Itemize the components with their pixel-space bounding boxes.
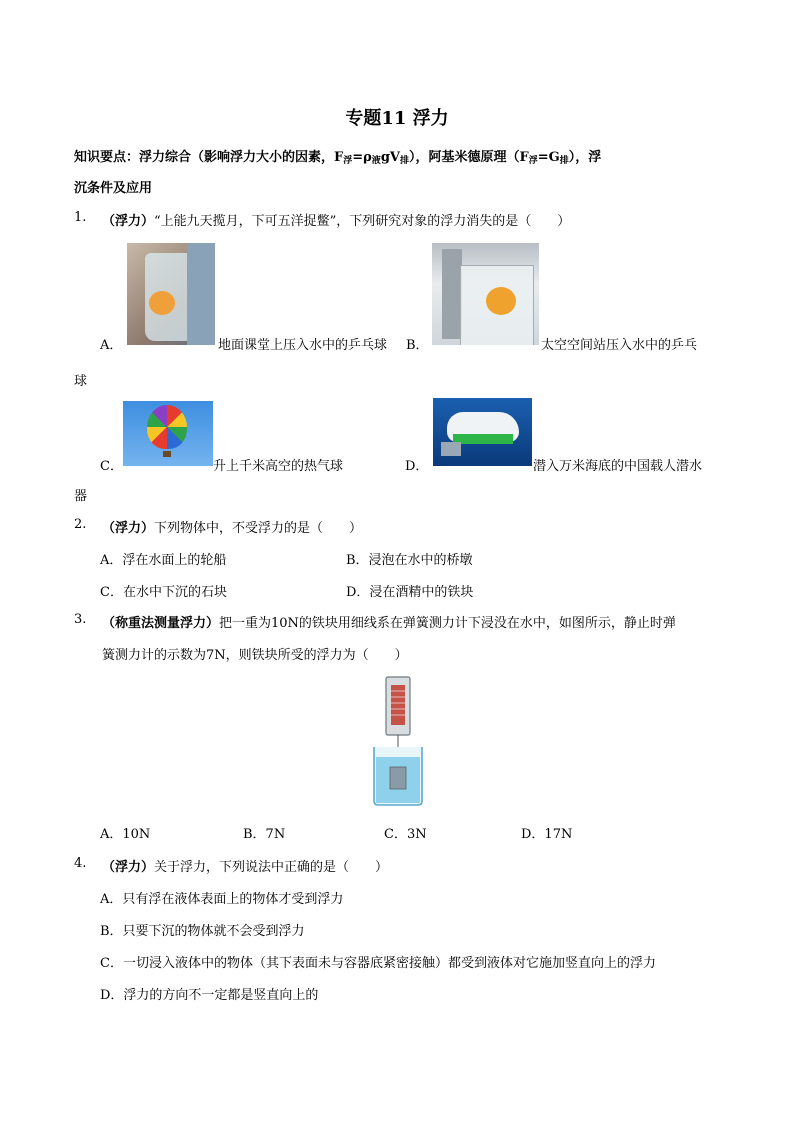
q2-option-a: A．浮在水面上的轮船	[100, 553, 227, 568]
q1-option-b-wrap: 球	[74, 374, 88, 389]
knowledge-summary-line2: 沉条件及应用	[74, 181, 153, 196]
submersible-image	[433, 398, 532, 466]
q4-stem-text: 关于浮力，下列说法中正确的是（ ）	[154, 860, 389, 875]
q1-option-a-text: 地面课堂上压入水中的乒乓球	[218, 338, 388, 353]
q2-option-c: C．在水中下沉的石块	[100, 585, 227, 600]
q1-option-d-label: D．	[405, 459, 429, 474]
pingpong-space-image	[432, 243, 539, 345]
summary-text: 知识要点：浮力综合（影响浮力大小的因素，F	[74, 150, 344, 165]
spring-scale-figure	[370, 675, 426, 807]
summary-sub: 排	[400, 156, 410, 166]
q1-number: 1.	[74, 210, 87, 225]
q3-stem-line1	[102, 612, 676, 631]
q4-option-b: B．只要下沉的物体就不会受到浮力	[100, 924, 305, 939]
q1-tag: （浮力）	[102, 214, 155, 229]
q3-tag: （称重法测量浮力）	[102, 616, 220, 631]
pingpong-ground-image	[127, 243, 215, 345]
q2-option-d: D．浸在酒精中的铁块	[346, 585, 474, 600]
q2-option-b: B．浸泡在水中的桥墩	[346, 553, 473, 568]
summary-sub: 液	[371, 156, 381, 166]
q3-option-d: D．17N	[521, 827, 573, 842]
summary-text: gV	[380, 150, 400, 165]
summary-sub: 排	[559, 156, 569, 166]
q1-stem	[102, 210, 570, 229]
q3-option-b: B．7N	[243, 827, 286, 842]
hot-air-balloon-image	[123, 401, 213, 466]
q2-tag: （浮力）	[102, 521, 155, 536]
page-title: 专题11 浮力	[345, 108, 449, 129]
q4-option-d: D．浮力的方向不一定都是竖直向上的	[100, 988, 319, 1003]
q4-option-a: A．只有浮在液体表面上的物体才受到浮力	[100, 892, 344, 907]
q1-option-d-text: 潜入万米海底的中国载人潜水	[533, 459, 703, 474]
q1-option-c-text: 升上千米高空的热气球	[213, 459, 344, 474]
q1-option-c-label: C．	[100, 459, 123, 474]
q1-option-a-label: A．	[100, 338, 123, 353]
q2-number: 2.	[74, 517, 87, 532]
q3-option-c: C．3N	[384, 827, 427, 842]
q4-number: 4.	[74, 856, 87, 871]
summary-text: ），浮	[568, 150, 602, 165]
q1-option-d-wrap: 器	[74, 489, 88, 504]
q3-stem-line2: 簧测力计的示数为7N，则铁块所受的浮力为（ ）	[102, 648, 408, 663]
q4-option-c: C．一切浸入液体中的物体（其下表面未与容器底紧密接触）都受到液体对它施加竖直向上的浮力	[100, 956, 656, 971]
q3-option-a: A．10N	[100, 827, 151, 842]
q1-stem-text: “上能九天揽月，下可五洋捉鳖”，下列研究对象的浮力消失的是（ ）	[154, 214, 571, 229]
q2-stem	[102, 517, 362, 536]
summary-text: =ρ	[352, 150, 372, 165]
summary-text: =G	[537, 150, 560, 165]
q4-stem	[102, 856, 388, 875]
q1-option-b-text: 太空空间站压入水中的乒乓	[541, 338, 698, 353]
summary-sub: 浮	[343, 156, 353, 166]
summary-sub: 浮	[528, 156, 538, 166]
q1-option-b-label: B．	[406, 338, 429, 353]
q2-stem-text: 下列物体中，不受浮力的是（ ）	[154, 521, 363, 536]
q4-tag: （浮力）	[102, 860, 155, 875]
q3-number: 3.	[74, 612, 87, 627]
q3-stem-text: 把一重为10N的铁块用细线系在弹簧测力计下浸没在水中，如图所示，静止时弹	[219, 616, 676, 631]
knowledge-summary-line1	[74, 146, 601, 166]
summary-text: ），阿基米德原理（F	[409, 150, 529, 165]
